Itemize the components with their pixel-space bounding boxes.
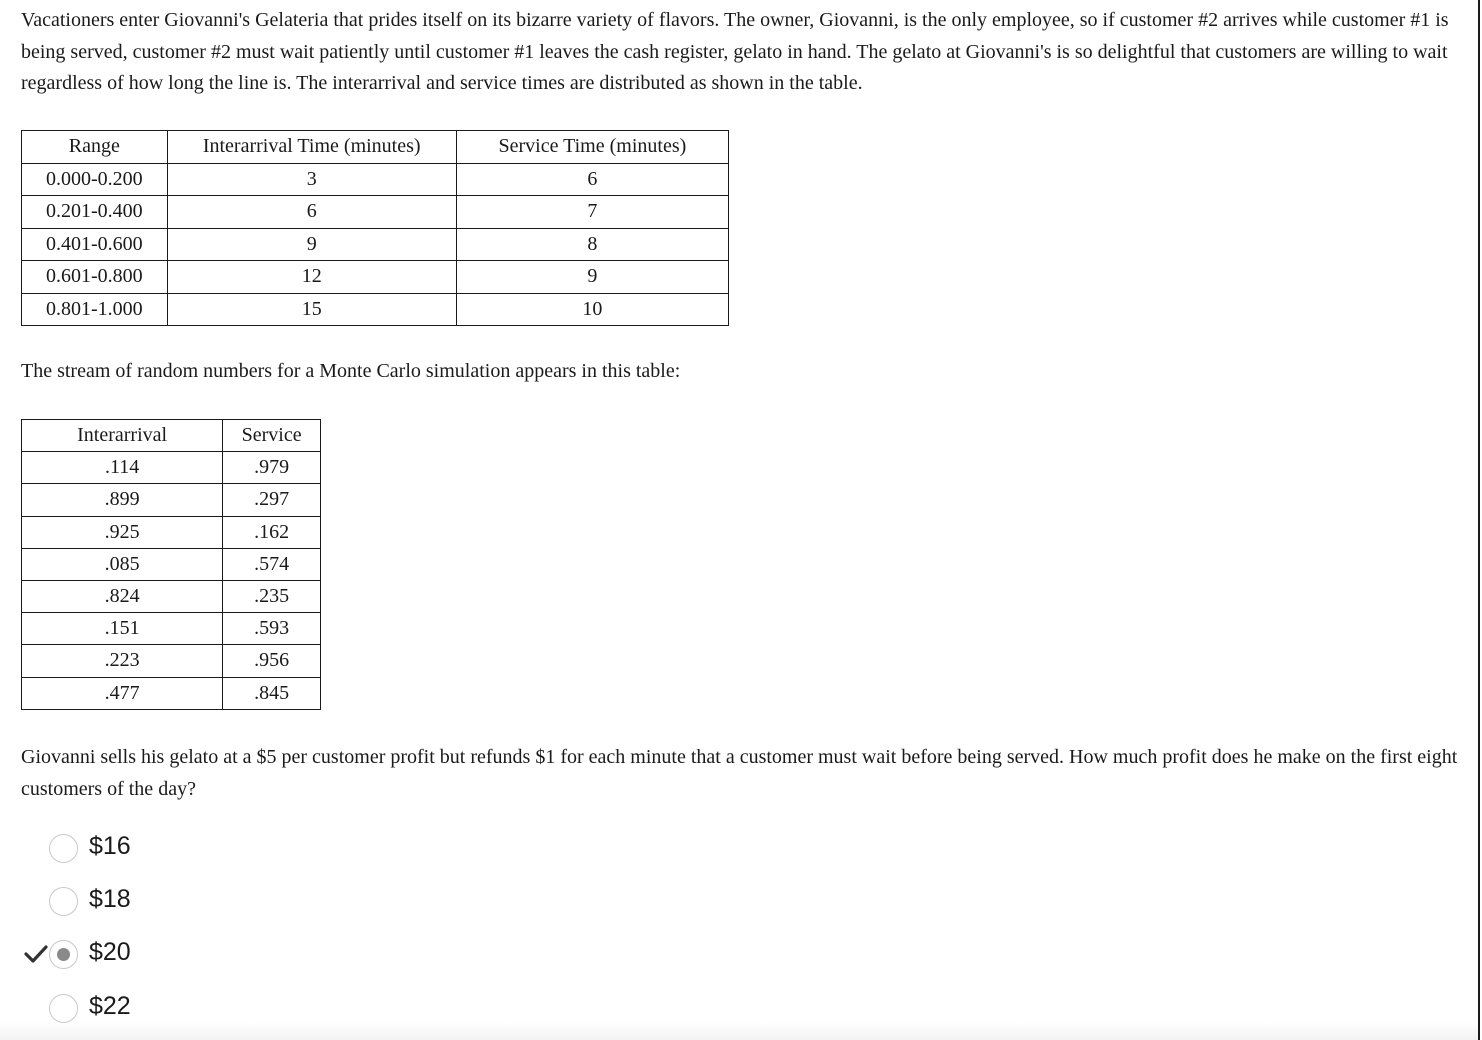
interarrival-random-cell: .477 <box>22 677 223 709</box>
table-row <box>22 228 729 261</box>
distribution-table <box>21 130 729 326</box>
table-row <box>22 580 321 612</box>
table-row <box>22 293 729 326</box>
service-random-cell: .235 <box>223 580 321 612</box>
service-time-cell: 9 <box>456 261 728 294</box>
radio-button[interactable] <box>49 940 78 969</box>
table-row <box>22 196 729 229</box>
stream-paragraph: The stream of random numbers for a Monte Carlo simulation appears in this table: <box>21 360 681 382</box>
interarrival-random-cell: .899 <box>22 484 223 516</box>
header-service-time: Service Time (minutes) <box>456 131 728 164</box>
range-cell: 0.601-0.800 <box>22 261 168 294</box>
header-interarrival-time: Interarrival Time (minutes) <box>167 131 456 164</box>
table-row <box>22 163 729 196</box>
service-time-cell: 7 <box>456 196 728 229</box>
interarrival-random-cell: .151 <box>22 613 223 645</box>
table-row <box>22 452 321 484</box>
table-row <box>22 645 321 677</box>
range-cell: 0.201-0.400 <box>22 196 168 229</box>
random-number-table <box>21 419 321 710</box>
right-border-rule <box>1478 0 1480 1040</box>
interarrival-time-cell: 9 <box>167 228 456 261</box>
answer-option[interactable] <box>0 932 200 972</box>
range-cell: 0.000-0.200 <box>22 163 168 196</box>
option-label: $20 <box>89 938 131 966</box>
bottom-edge <box>0 1022 1478 1040</box>
service-random-cell: .162 <box>223 516 321 548</box>
option-label: $16 <box>89 832 131 860</box>
interarrival-random-cell: .223 <box>22 645 223 677</box>
service-random-cell: .297 <box>223 484 321 516</box>
table-row <box>22 261 729 294</box>
option-label: $18 <box>89 885 131 913</box>
answer-option[interactable] <box>0 826 200 866</box>
question-paragraph: Giovanni sells his gelato at a $5 per customer profit but refunds $1 for each minute that a customer must wait before being served. How much profit does he make on the first eight customers of the day? <box>21 746 1458 800</box>
service-time-cell: 6 <box>456 163 728 196</box>
service-random-cell: .845 <box>223 677 321 709</box>
service-random-cell: .956 <box>223 645 321 677</box>
service-random-cell: .574 <box>223 548 321 580</box>
answer-option[interactable] <box>0 879 200 919</box>
header-range: Range <box>22 131 168 164</box>
radio-button[interactable] <box>49 994 78 1023</box>
radio-button[interactable] <box>49 834 78 863</box>
intro-paragraph: Vacationers enter Giovanni's Gelateria that prides itself on its bizarre variety of flavors. The owner, Giovanni, is the only employee, so if customer #2 arrives while customer #1 is being served, customer #2 must wait patiently until customer #1 leaves the cash register, gelato in hand. The gelato at Giovanni's is so delightful that customers are willing to wait regardless of how long the line is. The interarrival and service times are distributed as shown in the table. <box>21 9 1449 94</box>
interarrival-random-cell: .085 <box>22 548 223 580</box>
checkmark-icon <box>24 944 48 964</box>
table-header-row <box>22 420 321 452</box>
service-random-cell: .979 <box>223 452 321 484</box>
table-row <box>22 677 321 709</box>
service-time-cell: 10 <box>456 293 728 326</box>
table-row <box>22 484 321 516</box>
service-time-cell: 8 <box>456 228 728 261</box>
header-service: Service <box>223 420 321 452</box>
interarrival-random-cell: .925 <box>22 516 223 548</box>
range-cell: 0.401-0.600 <box>22 228 168 261</box>
table-header-row <box>22 131 729 164</box>
range-cell: 0.801-1.000 <box>22 293 168 326</box>
header-interarrival: Interarrival <box>22 420 223 452</box>
table-row <box>22 613 321 645</box>
interarrival-time-cell: 15 <box>167 293 456 326</box>
interarrival-time-cell: 12 <box>167 261 456 294</box>
interarrival-time-cell: 6 <box>167 196 456 229</box>
interarrival-random-cell: .824 <box>22 580 223 612</box>
radio-button[interactable] <box>49 887 78 916</box>
answer-option[interactable] <box>0 986 200 1026</box>
service-random-cell: .593 <box>223 613 321 645</box>
option-label: $22 <box>89 992 131 1020</box>
table-row <box>22 548 321 580</box>
interarrival-time-cell: 3 <box>167 163 456 196</box>
interarrival-random-cell: .114 <box>22 452 223 484</box>
table-row <box>22 516 321 548</box>
